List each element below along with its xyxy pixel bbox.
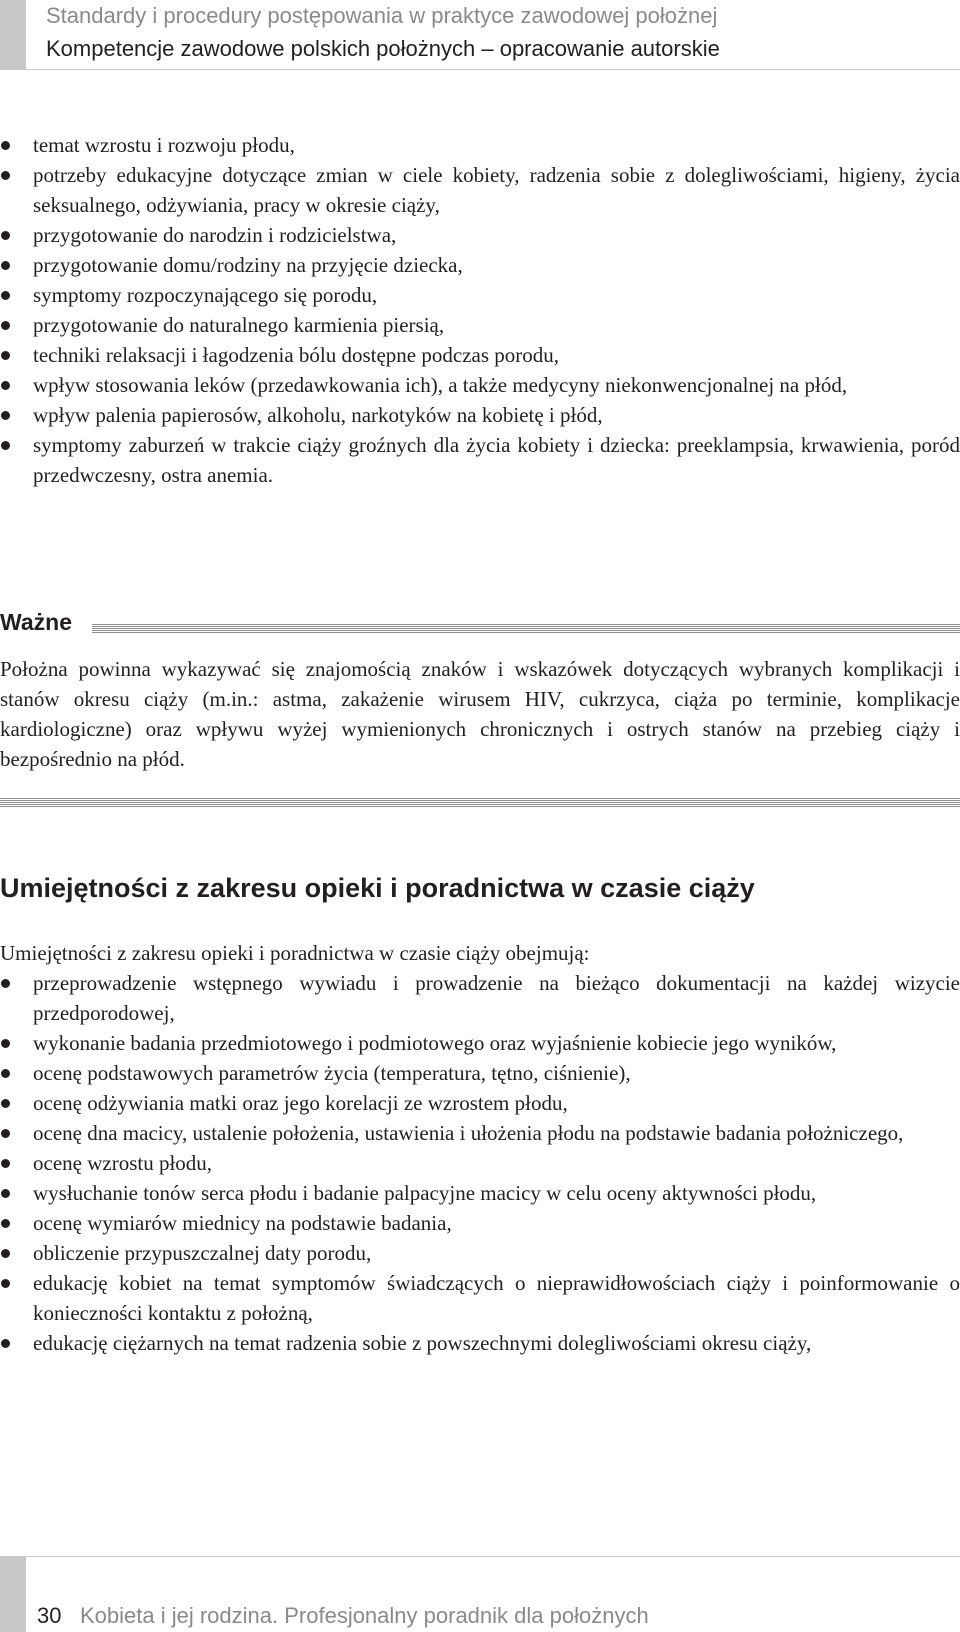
page-number: 30: [37, 1603, 62, 1628]
bullet-icon: [1, 1249, 10, 1258]
list-item: ocenę wzrostu płodu,: [0, 1148, 960, 1178]
bullet-icon: [1, 141, 10, 150]
bullet-icon: [1, 381, 10, 390]
list-item: techniki relaksacji i łagodzenia bólu dostępne podczas porodu,: [0, 340, 960, 370]
list-item: edukację kobiet na temat symptomów świadczących o nieprawidłowościach ciąży i poinformowanie o konieczności kontaktu z położną,: [0, 1268, 960, 1328]
bullet-icon: [1, 1219, 10, 1228]
footer-divider: [26, 1556, 960, 1557]
list-item: przygotowanie domu/rodziny na przyjęcie dziecka,: [0, 250, 960, 280]
footer-book-title: Kobieta i jej rodzina. Profesjonalny poradnik dla położnych: [80, 1603, 649, 1628]
list-item: ocenę podstawowych parametrów życia (temperatura, tętno, ciśnienie),: [0, 1058, 960, 1088]
footer-side-bar: [0, 1556, 26, 1632]
bullet-icon: [1, 171, 10, 180]
list-item: temat wzrostu i rozwoju płodu,: [0, 130, 960, 160]
list-item: wykonanie badania przedmiotowego i podmiotowego oraz wyjaśnienie kobiecie jego wyników,: [0, 1028, 960, 1058]
header-side-bar: [0, 0, 26, 70]
list-item: ocenę dna macicy, ustalenie położenia, ustawienia i ułożenia płodu na podstawie badania położniczego,: [0, 1118, 960, 1148]
bullet-icon: [1, 321, 10, 330]
page-footer: [0, 1556, 960, 1632]
list-item: symptomy rozpoczynającego się porodu,: [0, 280, 960, 310]
list-item: wysłuchanie tonów serca płodu i badanie palpacyjne macicy w celu oceny aktywności płodu,: [0, 1178, 960, 1208]
bullet-icon: [1, 1039, 10, 1048]
section-heading: Umiejętności z zakresu opieki i poradnictwa w czasie ciąży: [0, 873, 755, 903]
note-title: Ważne: [0, 609, 72, 635]
bullet-icon: [1, 411, 10, 420]
note-bottom-rule: [0, 798, 960, 807]
bullet-icon: [1, 1129, 10, 1138]
list-item: wpływ stosowania leków (przedawkowania ich), a także medycyny niekonwencjonalnej na płód,: [0, 370, 960, 400]
bullet-icon: [1, 291, 10, 300]
bullet-icon: [1, 351, 10, 360]
list-item: symptomy zaburzeń w trakcie ciąży groźnych dla życia kobiety i dziecka: preeklampsia, krwawienia, poród przedwczesny, ostra anemia.: [0, 430, 960, 490]
bullet-icon: [1, 1339, 10, 1348]
running-header: [0, 0, 960, 70]
bullet-icon: [1, 1189, 10, 1198]
note-text: Położna powinna wykazywać się znajomością znaków i wskazówek dotyczących wybranych komplikacji i stanów okresu ciąży (m.in.: astma, zakażenie wirusem HIV, cukrzyca, ciąża po terminie, komplikacje kardiologiczne) oraz wpływu wyżej wymienionych chronicznych i ostrych stanów na przebieg ciąży i bezpośrednio na płód.: [0, 657, 960, 771]
list-item: obliczenie przypuszczalnej daty porodu,: [0, 1238, 960, 1268]
list-item: przeprowadzenie wstępnego wywiadu i prowadzenie na bieżąco dokumentacji na każdej wizycie przedporodowej,: [0, 968, 960, 1028]
education-topics-list: [0, 130, 960, 490]
bullet-icon: [1, 231, 10, 240]
list-item: przygotowanie do naturalnego karmienia piersią,: [0, 310, 960, 340]
list-item: przygotowanie do narodzin i rodzicielstwa,: [0, 220, 960, 250]
header-book-section: Standardy i procedury postępowania w praktyce zawodowej położnej: [46, 3, 718, 28]
bullet-icon: [1, 1159, 10, 1168]
list-item: ocenę odżywiania matki oraz jego korelacji ze wzrostem płodu,: [0, 1088, 960, 1118]
list-item: edukację ciężarnych na temat radzenia sobie z powszechnymi dolegliwościami okresu ciąży,: [0, 1328, 960, 1358]
bullet-icon: [1, 1279, 10, 1288]
bullet-icon: [1, 441, 10, 450]
bullet-icon: [1, 1069, 10, 1078]
bullet-icon: [1, 261, 10, 270]
list-item: ocenę wymiarów miednicy na podstawie badania,: [0, 1208, 960, 1238]
bullet-icon: [1, 1099, 10, 1108]
header-divider: [26, 69, 960, 70]
note-top-rule: [92, 624, 960, 633]
list-item: potrzeby edukacyjne dotyczące zmian w ciele kobiety, radzenia sobie z dolegliwościami, higieny, życia seksualnego, odżywiania, pracy w okresie ciąży,: [0, 160, 960, 220]
bullet-icon: [1, 979, 10, 988]
list-item: wpływ palenia papierosów, alkoholu, narkotyków na kobietę i płód,: [0, 400, 960, 430]
care-skills-list: [0, 968, 960, 1358]
header-chapter-title: Kompetencje zawodowe polskich położnych – opracowanie autorskie: [46, 36, 720, 61]
section-intro: Umiejętności z zakresu opieki i poradnictwa w czasie ciąży obejmują:: [0, 941, 590, 965]
